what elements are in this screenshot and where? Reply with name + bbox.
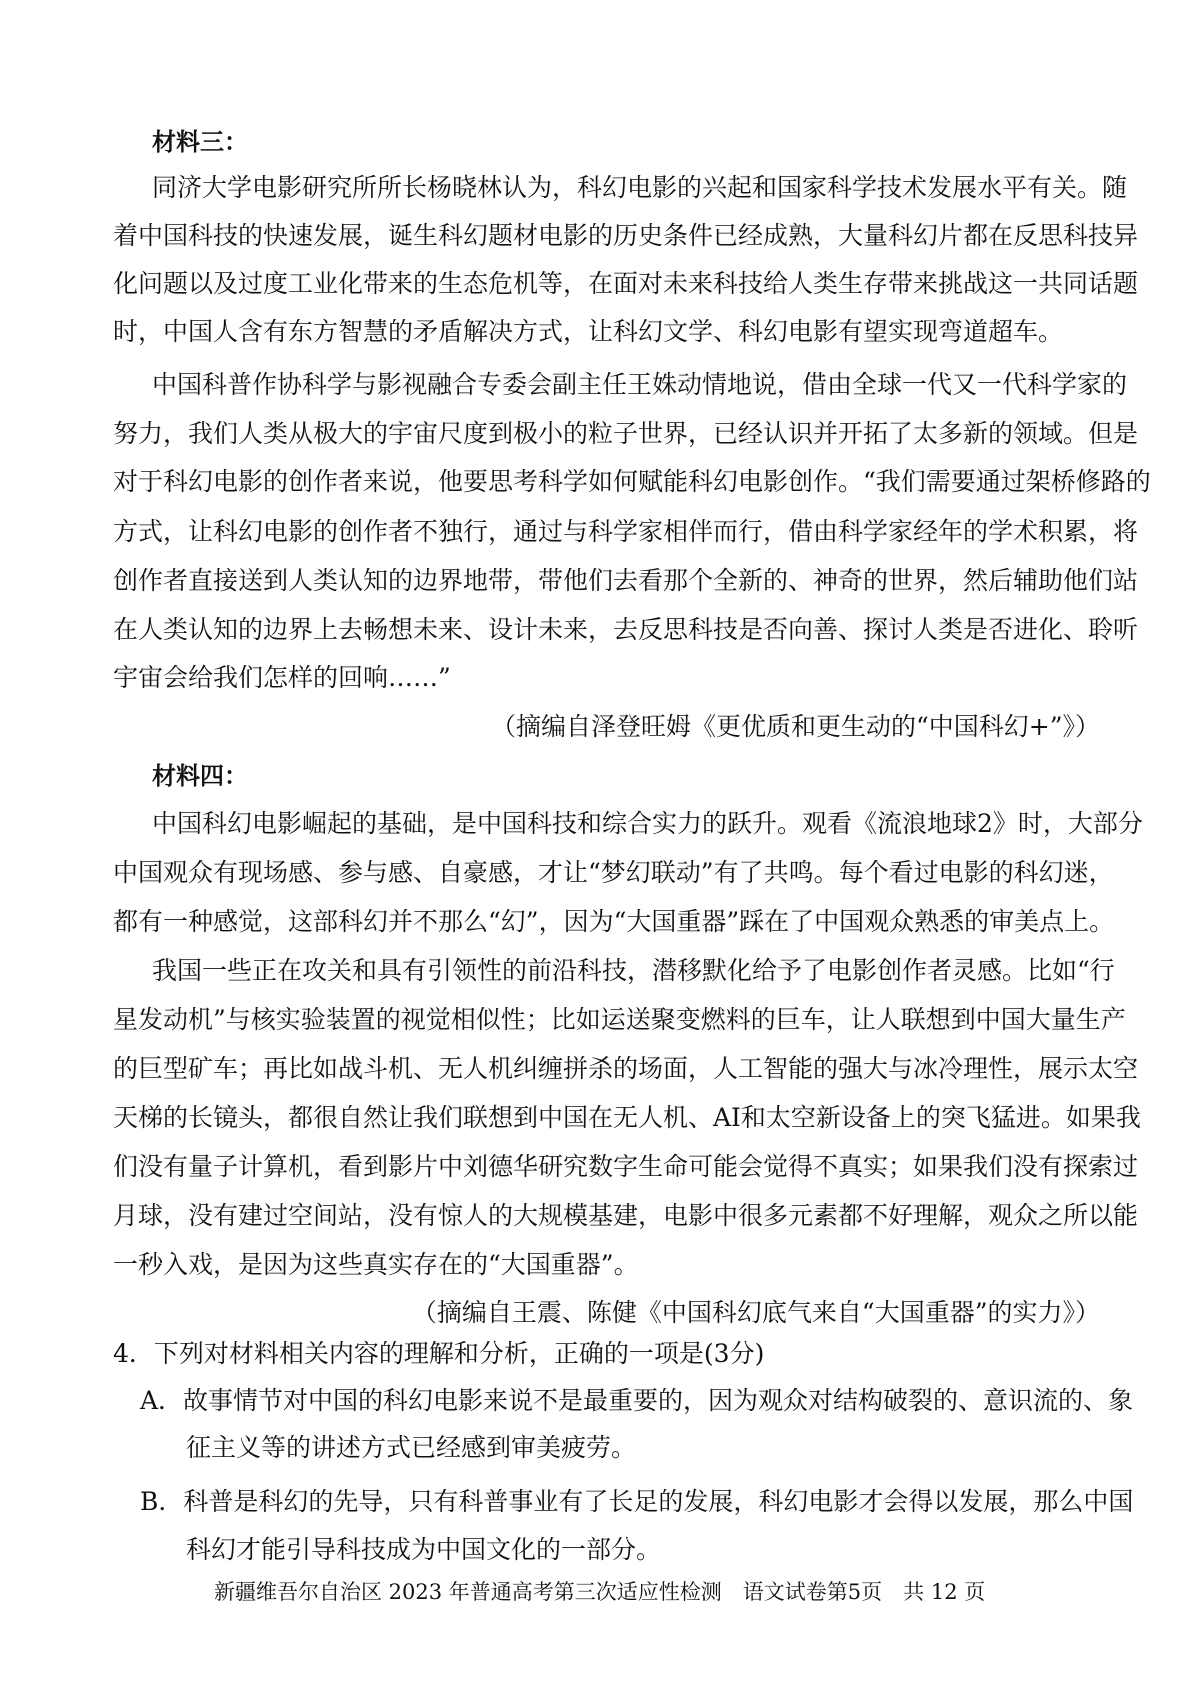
material-4-p2-line: 月球，没有建过空间站，没有惊人的大规模基建，电影中很多元素都不好理解，观众之所以能	[113, 1201, 1139, 1230]
material-3-source: （摘编自泽登旺姆《更优质和更生动的“中国科幻+”》）	[490, 712, 1100, 741]
material-3-p2-line: 中国科普作协科学与影视融合专委会副主任王姝动情地说，借由全球一代又一代科学家的	[152, 370, 1128, 399]
question-4-stem: 4．下列对材料相关内容的理解和分析，正确的一项是(3分)	[113, 1339, 765, 1368]
material-4-source: （摘编自王震、陈健《中国科幻底气来自“大国重器”的实力》）	[411, 1298, 1100, 1327]
material-4-p1-line: 中国科幻电影崛起的基础，是中国科技和综合实力的跃升。观看《流浪地球2》时，大部分	[152, 809, 1143, 838]
page-footer: 新疆维吾尔自治区 2023 年普通高考第三次适应性检测 语文试卷第5页 共 12 页	[214, 1580, 986, 1604]
material-4-heading: 材料四：	[152, 762, 248, 790]
material-3-p1-line: 着中国科技的快速发展，诞生科幻题材电影的历史条件已经成熟，大量科幻片都在反思科技异	[113, 221, 1139, 250]
material-3-heading: 材料三：	[152, 128, 248, 156]
material-3-p1-line: 同济大学电影研究所所长杨晓林认为，科幻电影的兴起和国家科学技术发展水平有关。随	[152, 173, 1128, 202]
material-3-p2-line: 对于科幻电影的创作者来说，他要思考科学如何赋能科幻电影创作。“我们需要通过架桥修路的	[113, 467, 1151, 496]
material-3-p2-line: 在人类认知的边界上去畅想未来、设计未来，去反思科技是否向善、探讨人类是否进化、聆听	[113, 615, 1139, 644]
material-3-p2-line: 宇宙会给我们怎样的回响……”	[113, 663, 451, 692]
material-3-p1-line: 化问题以及过度工业化带来的生态危机等，在面对未来科技给人类生存带来挑战这一共同话题	[113, 269, 1139, 298]
material-3-p2-line: 方式，让科幻电影的创作者不独行，通过与科学家相伴而行，借由科学家经年的学术积累，将	[113, 517, 1139, 546]
material-4-p2-line: 天梯的长镜头，都很自然让我们联想到中国在无人机、AI和太空新设备上的突飞猛进。如果我	[113, 1103, 1141, 1132]
material-4-p1-line: 都有一种感觉，这部科幻并不那么“幻”，因为“大国重器”踩在了中国观众熟悉的审美点上。	[113, 907, 1115, 936]
material-4-p2-line: 的巨型矿车；再比如战斗机、无人机纠缠拼杀的场面，人工智能的强大与冰冷理性，展示太空	[113, 1054, 1139, 1083]
material-4-p2-line: 们没有量子计算机，看到影片中刘德华研究数字生命可能会觉得不真实；如果我们没有探索过	[113, 1152, 1139, 1181]
material-4-p2-line: 一秒入戏，是因为这些真实存在的“大国重器”。	[113, 1250, 639, 1279]
question-4-option-b: B．科普是科幻的先导，只有科普事业有了长足的发展，科幻电影才会得以发展，那么中国	[140, 1487, 1134, 1516]
material-3-p2-line: 努力，我们人类从极大的宇宙尺度到极小的粒子世界，已经认识并开拓了太多新的领域。但是	[113, 419, 1139, 448]
question-4-option-a: A．故事情节对中国的科幻电影来说不是最重要的，因为观众对结构破裂的、意识流的、象	[140, 1386, 1134, 1415]
material-4-p2-line: 星发动机”与核实验装置的视觉相似性；比如运送聚变燃料的巨车，让人联想到中国大量生产	[113, 1005, 1126, 1034]
material-3-p1-line: 时，中国人含有东方智慧的矛盾解决方式，让科幻文学、科幻电影有望实现弯道超车。	[113, 317, 1064, 346]
question-4-option-b-cont: 科幻才能引导科技成为中国文化的一部分。	[186, 1535, 662, 1564]
material-3-p2-line: 创作者直接送到人类认知的边界地带，带他们去看那个全新的、神奇的世界，然后辅助他们站	[113, 566, 1139, 595]
question-4-option-a-cont: 征主义等的讲述方式已经感到审美疲劳。	[186, 1433, 637, 1462]
material-4-p1-line: 中国观众有现场感、参与感、自豪感，才让“梦幻联动”有了共鸣。每个看过电影的科幻迷，	[113, 858, 1114, 887]
material-4-p2-line: 我国一些正在攻关和具有引领性的前沿科技，潜移默化给予了电影创作者灵感。比如“行	[152, 956, 1115, 985]
